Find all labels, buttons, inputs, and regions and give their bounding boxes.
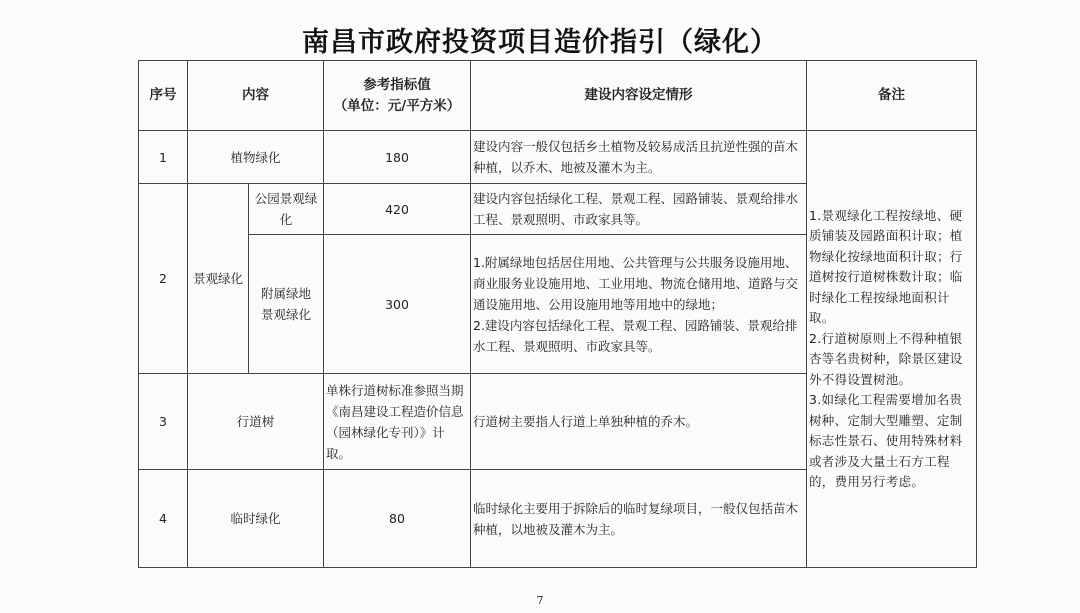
row-scenario: 行道树主要指人行道上单独种植的乔木。 [471,374,807,470]
row-value: 420 [324,184,471,235]
header-index-unit: （单位：元/平方米） [333,97,461,114]
row-subcontent: 附属绿地景观绿化 [249,235,324,374]
row-scenario: 建设内容包括绿化工程、景观工程、园路铺装、景观给排水工程、景观照明、市政家具等。 [471,184,807,235]
row-content: 景观绿化 [188,184,249,374]
row-no: 1 [139,131,188,184]
row-content: 行道树 [188,374,324,470]
scenario-item: 2.建设内容包括绿化工程、景观工程、园路铺装、景观给排水工程、景观照明、市政家具等。 [473,317,798,354]
header-index-label: 参考指标值 [363,76,431,93]
row-content: 植物绿化 [188,131,324,184]
row-value: 300 [324,235,471,374]
row-value: 180 [324,131,471,184]
header-no: 序号 [139,61,188,131]
remark-item: 3.如绿化工程需要增加名贵树种、定制大型雕塑、定制标志性景石、使用特殊材料或者涉及大量土石方工程的，费用另行考虑。 [809,392,963,489]
page-number: 7 [536,594,544,607]
row-subcontent: 公园景观绿化 [249,184,324,235]
header-remarks: 备注 [807,61,977,131]
header-index [324,61,471,131]
row-no: 4 [139,470,188,568]
document-title: 南昌市政府投资项目造价指引（绿化） [302,27,778,58]
header-scenario: 建设内容设定情形 [471,61,807,131]
row-no: 2 [139,184,188,374]
remark-item: 2.行道树原则上不得种植银杏等名贵树种，除景区建设外不得设置树池。 [809,330,963,387]
scenario-item: 1.附属绿地包括居住用地、公共管理与公共服务设施用地、商业服务业设施用地、工业用地、物流仓储用地、道路与交通设施用地、公用设施用地等用地中的绿地； [473,254,799,312]
header-content: 内容 [188,61,324,131]
table-header-row [139,61,977,131]
row-value: 80 [324,470,471,568]
row-no: 3 [139,374,188,470]
row-scenario: 建设内容一般仅包括乡土植物及较易成活且抗逆性强的苗木种植，以乔木、地被及灌木为主。 [471,131,807,184]
remark-item: 1.景观绿化工程按绿地、硬质铺装及园路面积计取；植物绿化按绿地面积计取；行道树按行道树株数计取；临时绿化工程按绿地面积计取。 [809,207,963,325]
remarks-cell [807,131,977,568]
row-value: 单株行道树标准参照当期《南昌建设工程造价信息（园林绿化专刊）》计取。 [324,374,471,470]
price-guide-table [138,60,977,568]
row-scenario: 临时绿化主要用于拆除后的临时复绿项目，一般仅包括苗木种植，以地被及灌木为主。 [471,470,807,568]
table-row [139,131,977,184]
row-content: 临时绿化 [188,470,324,568]
row-scenario [471,235,807,374]
